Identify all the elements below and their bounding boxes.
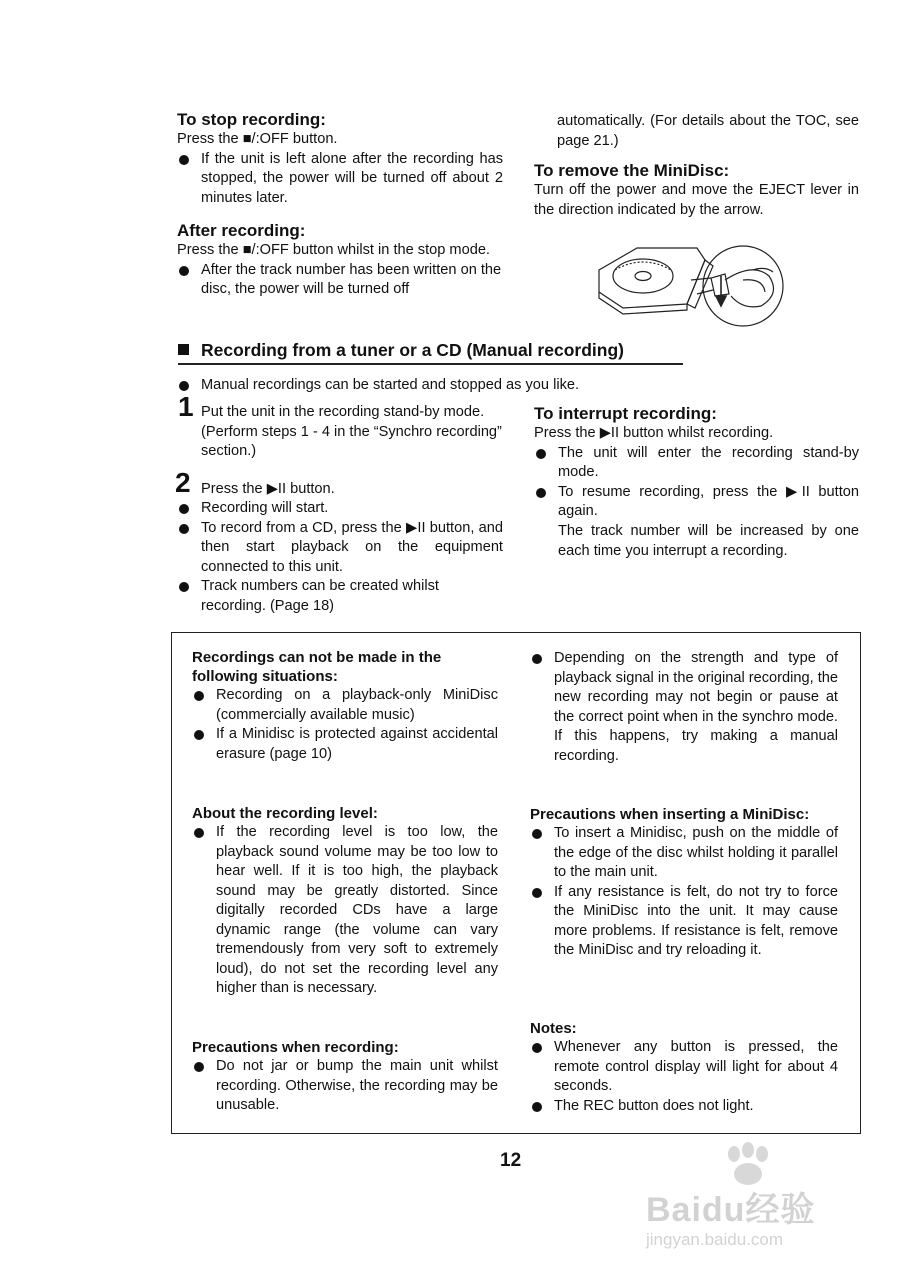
step-2-bullet: To record from a CD, press the ▶II button, and then start playback on the equipment connected to this unit. — [177, 519, 503, 578]
cannot-record-bullet: Recording on a playback-only MiniDisc (commercially available music) — [192, 686, 498, 725]
after-recording-block — [177, 221, 503, 300]
inserting-bullet: If any resistance is felt, do not try to force the MiniDisc into the unit. It may cause more problems. If resistance is felt, remove the MiniDisc and try reloading it. — [530, 883, 838, 961]
interrupt-note: The track number will be increased by one each time you interrupt a recording. — [558, 522, 859, 559]
eject-illustration — [593, 240, 793, 328]
notes-bullet: The REC button does not light. — [530, 1097, 838, 1117]
stop-recording-block — [177, 110, 503, 208]
precautions-recording-block — [192, 1038, 498, 1116]
watermark — [640, 1142, 860, 1270]
inserting-block — [530, 805, 838, 961]
step-2-number: 2 — [175, 467, 191, 498]
interrupt-heading: To interrupt recording: — [534, 404, 717, 423]
section-rule — [178, 363, 683, 365]
after-recording-text: Press the ■/:OFF button whilst in the stop mode. — [177, 242, 490, 258]
recording-level-heading: About the recording level: — [192, 805, 378, 822]
step-2-bullets — [177, 499, 503, 617]
after-recording-heading: After recording: — [177, 221, 306, 240]
recording-level-block — [192, 804, 498, 999]
section-intro-bullet: Manual recordings can be started and stopped as you like. — [177, 376, 721, 396]
page-number: 12 — [500, 1150, 522, 1171]
interrupt-bullet: To resume recording, press the ▶II button again. — [534, 483, 859, 522]
cannot-record-block — [192, 648, 498, 764]
step-2-text: Press the ▶II button. — [201, 481, 335, 497]
stop-recording-bullet: If the unit is left alone after the recording has stopped, the power will be turned off about 2 minutes later. — [177, 150, 503, 209]
paw-icon — [718, 1142, 778, 1186]
section-title — [178, 339, 698, 361]
remove-minidisc-block — [534, 161, 859, 220]
recording-level-bullet: If the recording level is too low, the playback sound volume may be too low to hear well. If it is too high, the playback sound may be greatly distorted. Since digitally recorded CDs have a large dynamic range (the volume can vary tremendously from very soft to extremely loud), do not set the recording level any higher than is necessary. — [192, 823, 498, 999]
step-1-number: 1 — [178, 391, 194, 422]
stop-recording-heading: To stop recording: — [177, 110, 326, 129]
watermark-brand: Baidu经验 — [646, 1191, 816, 1229]
precautions-recording-bullet: Do not jar or bump the main unit whilst recording. Otherwise, the recording may be unusable. — [192, 1057, 498, 1116]
remove-minidisc-text: Turn off the power and move the EJECT lever in the direction indicated by the arrow. — [534, 182, 859, 218]
signal-block — [530, 649, 838, 766]
square-bullet-icon — [178, 344, 189, 355]
cannot-record-heading: Recordings can not be made in the following situations: — [192, 649, 442, 685]
continuation-text: automatically. (For details about the TOC, see page 21.) — [557, 113, 859, 149]
interrupt-block — [534, 404, 859, 561]
watermark-url: jingyan.baidu.com — [646, 1230, 784, 1249]
stop-recording-text: Press the ■/:OFF button. — [177, 131, 338, 147]
step-2-bullet: Track numbers can be created whilst recording. (Page 18) — [177, 577, 503, 616]
section-title-text: Recording from a tuner or a CD (Manual recording) — [201, 340, 624, 360]
interrupt-text: Press the ▶II button whilst recording. — [534, 425, 774, 441]
notes-block — [530, 1019, 838, 1116]
notes-bullet: Whenever any button is pressed, the remote control display will light for about 4 seconds. — [530, 1038, 838, 1097]
precautions-recording-heading: Precautions when recording: — [192, 1039, 399, 1056]
cannot-record-bullet: If a Minidisc is protected against accidental erasure (page 10) — [192, 725, 498, 764]
signal-bullet: Depending on the strength and type of playback signal in the original recording, the new recording may not begin or pause at the correct point when in the synchro mode. If this happens, try making a manual recording. — [530, 649, 838, 766]
interrupt-bullet: The unit will enter the recording stand-by mode. — [534, 444, 859, 483]
step-2-bullet: Recording will start. — [177, 499, 503, 519]
inserting-bullet: To insert a Minidisc, push on the middle of the edge of the disc whilst holding it parallel to the main unit. — [530, 824, 838, 883]
inserting-heading: Precautions when inserting a MiniDisc: — [530, 806, 810, 823]
after-recording-bullet: After the track number has been written on the disc, the power will be turned off — [177, 261, 503, 300]
notes-heading: Notes: — [530, 1020, 577, 1037]
remove-minidisc-heading: To remove the MiniDisc: — [534, 161, 730, 180]
step-1-text: Put the unit in the recording stand-by mode. (Perform steps 1 - 4 in the “Synchro recording” section.) — [201, 404, 502, 460]
